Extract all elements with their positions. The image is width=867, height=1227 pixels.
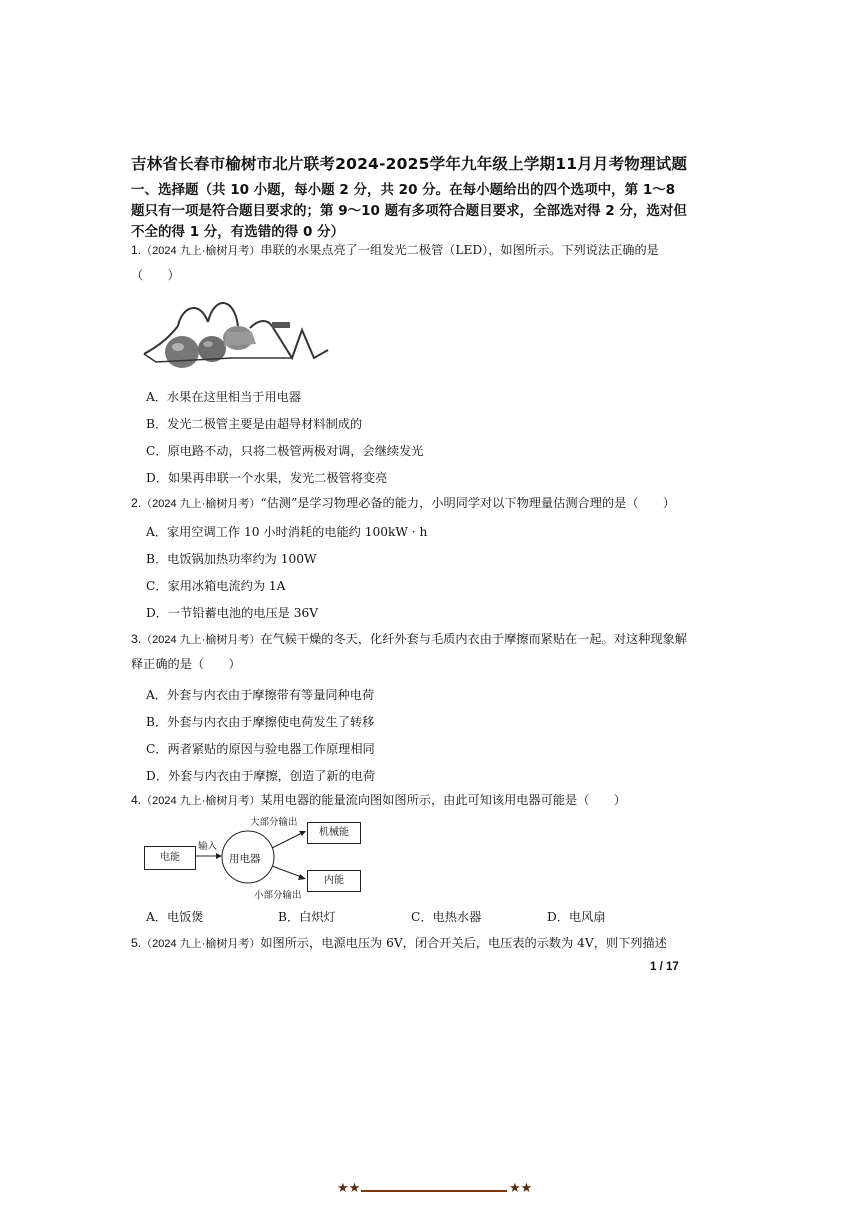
question-stem: 在气候干燥的冬天，化纤外套与毛质内衣由于摩擦而紧贴在一起。对这种现象解释正确的是（ ）: [131, 632, 687, 671]
page-number: 1 / 17: [650, 961, 679, 973]
q4-option-b: B．白炽灯: [278, 910, 336, 924]
question-stem: 某用电器的能量流向图如图所示，由此可知该用电器可能是（ ）: [260, 793, 626, 807]
q3-option-d: D．外套与内衣由于摩擦，创造了新的电荷: [146, 769, 376, 783]
question-number: 4.: [131, 793, 142, 807]
q3-option-b: B．外套与内衣由于摩擦使电荷发生了转移: [146, 715, 375, 729]
footer-ornament: [337, 1183, 533, 1199]
q3-option-c: C．两者紧贴的原因与验电器工作原理相同: [146, 742, 375, 756]
major-output-label: 大部分输出: [250, 817, 298, 828]
question-stem: 如图所示，电源电压为 6V，闭合开关后，电压表的示数为 4V，则下列描述: [260, 936, 667, 950]
q1-option-b: B．发光二极管主要是由超导材料制成的: [146, 417, 363, 431]
internal-energy-box: 内能: [307, 870, 361, 892]
question-number: 1.: [131, 243, 142, 257]
q1-option-d: D．如果再串联一个水果，发光二极管将变亮: [146, 471, 388, 485]
section-heading: 一、选择题（共 10 小题，每小题 2 分，共 20 分。在每小题给出的四个选项中，第 1～8 题只有一项是符合题目要求的；第 9～10 题有多项符合题目要求，全部选对得 2 分，选对但不全的得 1 分，有选错的得 0 分）: [131, 182, 687, 240]
question-source: （2024 九上·榆树月考）: [141, 938, 261, 950]
q4-option-c: C．电热水器: [411, 910, 482, 924]
input-label: 输入: [198, 841, 218, 852]
question-1: [131, 238, 687, 287]
input-energy-box: 电能: [144, 846, 196, 870]
question-stem: 串联的水果点亮了一组发光二极管（LED），如图所示。下列说法正确的是（ ）: [131, 243, 659, 282]
q2-option-c: C．家用冰箱电流约为 1A: [146, 579, 286, 593]
appliance-label: 用电器: [229, 853, 261, 865]
q4-option-a: A．电饭煲: [146, 910, 204, 924]
footer-stars-left: ★★: [337, 1181, 361, 1196]
q2-option-a: A．家用空调工作 10 小时消耗的电能约 100kW · h: [146, 525, 428, 539]
question-source: （2024 九上·榆树月考）: [141, 245, 261, 257]
question-5: [131, 931, 687, 956]
question-number: 5.: [131, 936, 142, 950]
question-source: （2024 九上·榆树月考）: [141, 634, 261, 646]
q2-option-b: B．电饭锅加热功率约为 100W: [146, 552, 317, 566]
question-3: [131, 627, 687, 676]
document-title: 吉林省长春市榆树市北片联考2024-2025学年九年级上学期11月月考物理试题: [131, 155, 688, 173]
question-stem: “估测”是学习物理必备的能力，小明同学对以下物理量估测合理的是（ ）: [260, 496, 676, 510]
fruit-battery-led-figure: [142, 292, 332, 374]
mechanical-energy-box: 机械能: [307, 822, 361, 844]
question-number: 3.: [131, 632, 142, 646]
q1-option-c: C．原电路不动，只将二极管两极对调，会继续发光: [146, 444, 424, 458]
question-number: 2.: [131, 496, 142, 510]
question-4: [131, 788, 687, 813]
q2-option-d: D．一节铅蓄电池的电压是 36V: [146, 606, 319, 620]
q1-option-a: A．水果在这里相当于用电器: [146, 390, 302, 404]
footer-divider: [361, 1190, 507, 1192]
question-2: [131, 491, 687, 516]
question-source: （2024 九上·榆树月考）: [141, 795, 261, 807]
minor-output-label: 小部分输出: [254, 890, 302, 901]
footer-stars-right: ★★: [509, 1181, 533, 1196]
question-source: （2024 九上·榆树月考）: [141, 498, 261, 510]
q4-option-d: D．电风扇: [547, 910, 606, 924]
q3-option-a: A．外套与内衣由于摩擦带有等量同种电荷: [146, 688, 375, 702]
energy-flow-diagram: [140, 812, 370, 902]
